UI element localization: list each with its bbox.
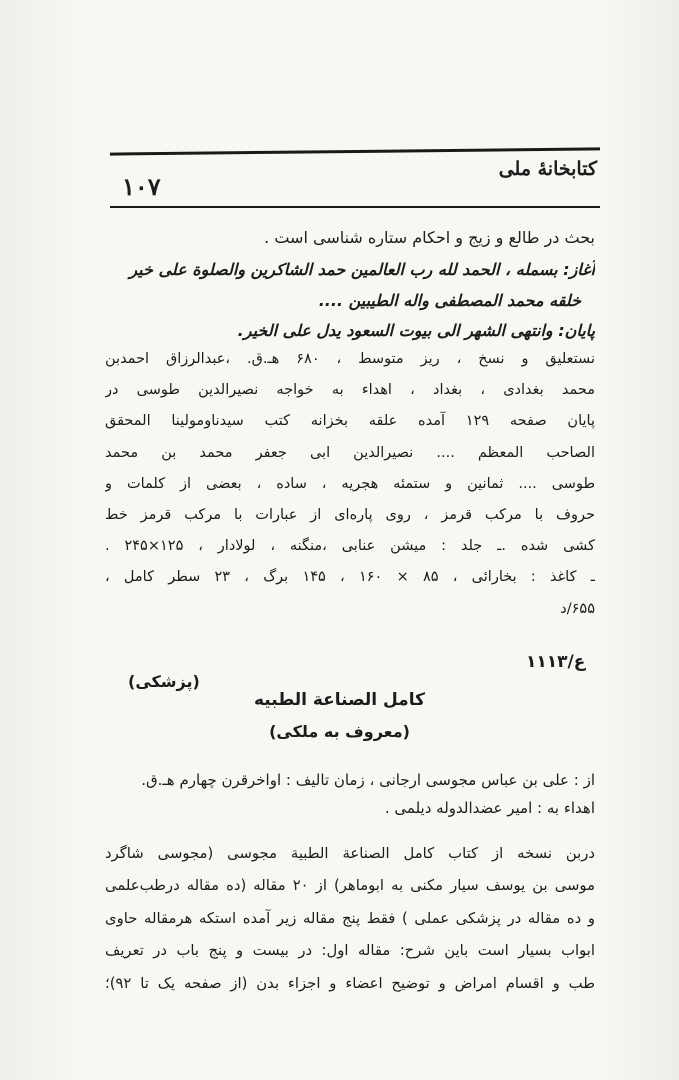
description-line: الصاحب المعظم .... نصیرالدین ابی جعفر محمد بن محمد [105,444,595,461]
subject-line: بحث در طالع و زیج و احکام ستاره شناسی است . [264,228,595,247]
description-line: محمد بغدادی ، بغداد ، اهداء به خواجه نصیرالدین طوسی در [105,382,595,399]
body-line: ابواب بسیار است باین شرح: مقاله اول: در بیست و پنج باب در تعریف [105,942,595,960]
entry-subject: (پزشکی) [128,672,200,691]
entry-body [105,838,595,1000]
incipit-line-2: خلقه محمد المصطفی واله الطیبین .... [318,291,581,310]
description-line: نستعلیق و نسخ ، ریز متوسط ، ۶۸۰ هـ.ق. ،عبدالرزاق احمدبن [105,351,595,367]
description-line: پایان صفحه ۱۲۹ آمده علقه بخزانه کتب سیدناومولینا المحقق [105,413,595,430]
running-title: کتابخانهٔ ملی [498,158,597,180]
dedication-line: اهداء به : امیر عضدالدوله دیلمی . [384,799,595,817]
body-line: و ده مقاله در پزشکی عملی ) فقط پنج مقاله زیر آمده استکه هرمقاله حاوی [105,909,595,927]
entry-title: کامل الصناعة الطبیه [254,690,425,710]
entry-alt-title: (معروف به ملکی) [269,722,410,741]
description-line: طوسی .... ثمانین و ستمئه هجریه ، ساده ، بعضی از کلمات و [105,475,595,492]
page-number: ۱۰۷ [122,172,161,201]
header-rule-top [110,147,600,155]
body-line: دربن نسخه از کتاب کامل الصناعة الطبیة مجوسی (مجوسی شاگرد [105,845,595,862]
explicit-line: پایان: وانتهی الشهر الی بیوت السعود یدل علی الخیر. [237,321,595,340]
body-line: طب و اقسام امراض و توضیح اعضاء و اجزاء بدن (از صفحه یک تا ۹۲)؛ [105,974,595,992]
shelf-mark: ۶۵۵/د [560,600,595,617]
entry-meta [105,766,595,822]
entry-number: ۱۱۱۳/ع [526,652,586,672]
incipit-line-1: آغاز: بسمله ، الحمد لله رب العالمین حمد الشاکرین والصلوة علی خیر [129,260,595,279]
author-line: از : علی بن عباس مجوسی ارجانی ، زمان تالیف : اواخرقرن چهارم هـ.ق. [141,771,595,789]
body-line: موسی بن یوسف سیار مکنی به ابوماهر) از ۲۰ مقاله (ده مقاله درطب‌علمی [105,877,595,895]
previous-entry-description [105,344,595,625]
description-line: ـ کاغذ : بخارائی ، ۸۵ × ۱۶۰ ، ۱۴۵ برگ ، ۲۳ سطر کامل ، [105,569,595,586]
description-line: کشی شده .ـ جلد : میشن عنابی ،منگنه ، لولادار ، ۱۲۵×۲۴۵ . [105,538,595,555]
description-line: حروف با مرکب قرمز ، روی پاره‌ای از عبارات با مرکب قرمز خط [105,507,595,524]
previous-entry-text [105,222,595,346]
header-rule-bottom [110,206,600,208]
